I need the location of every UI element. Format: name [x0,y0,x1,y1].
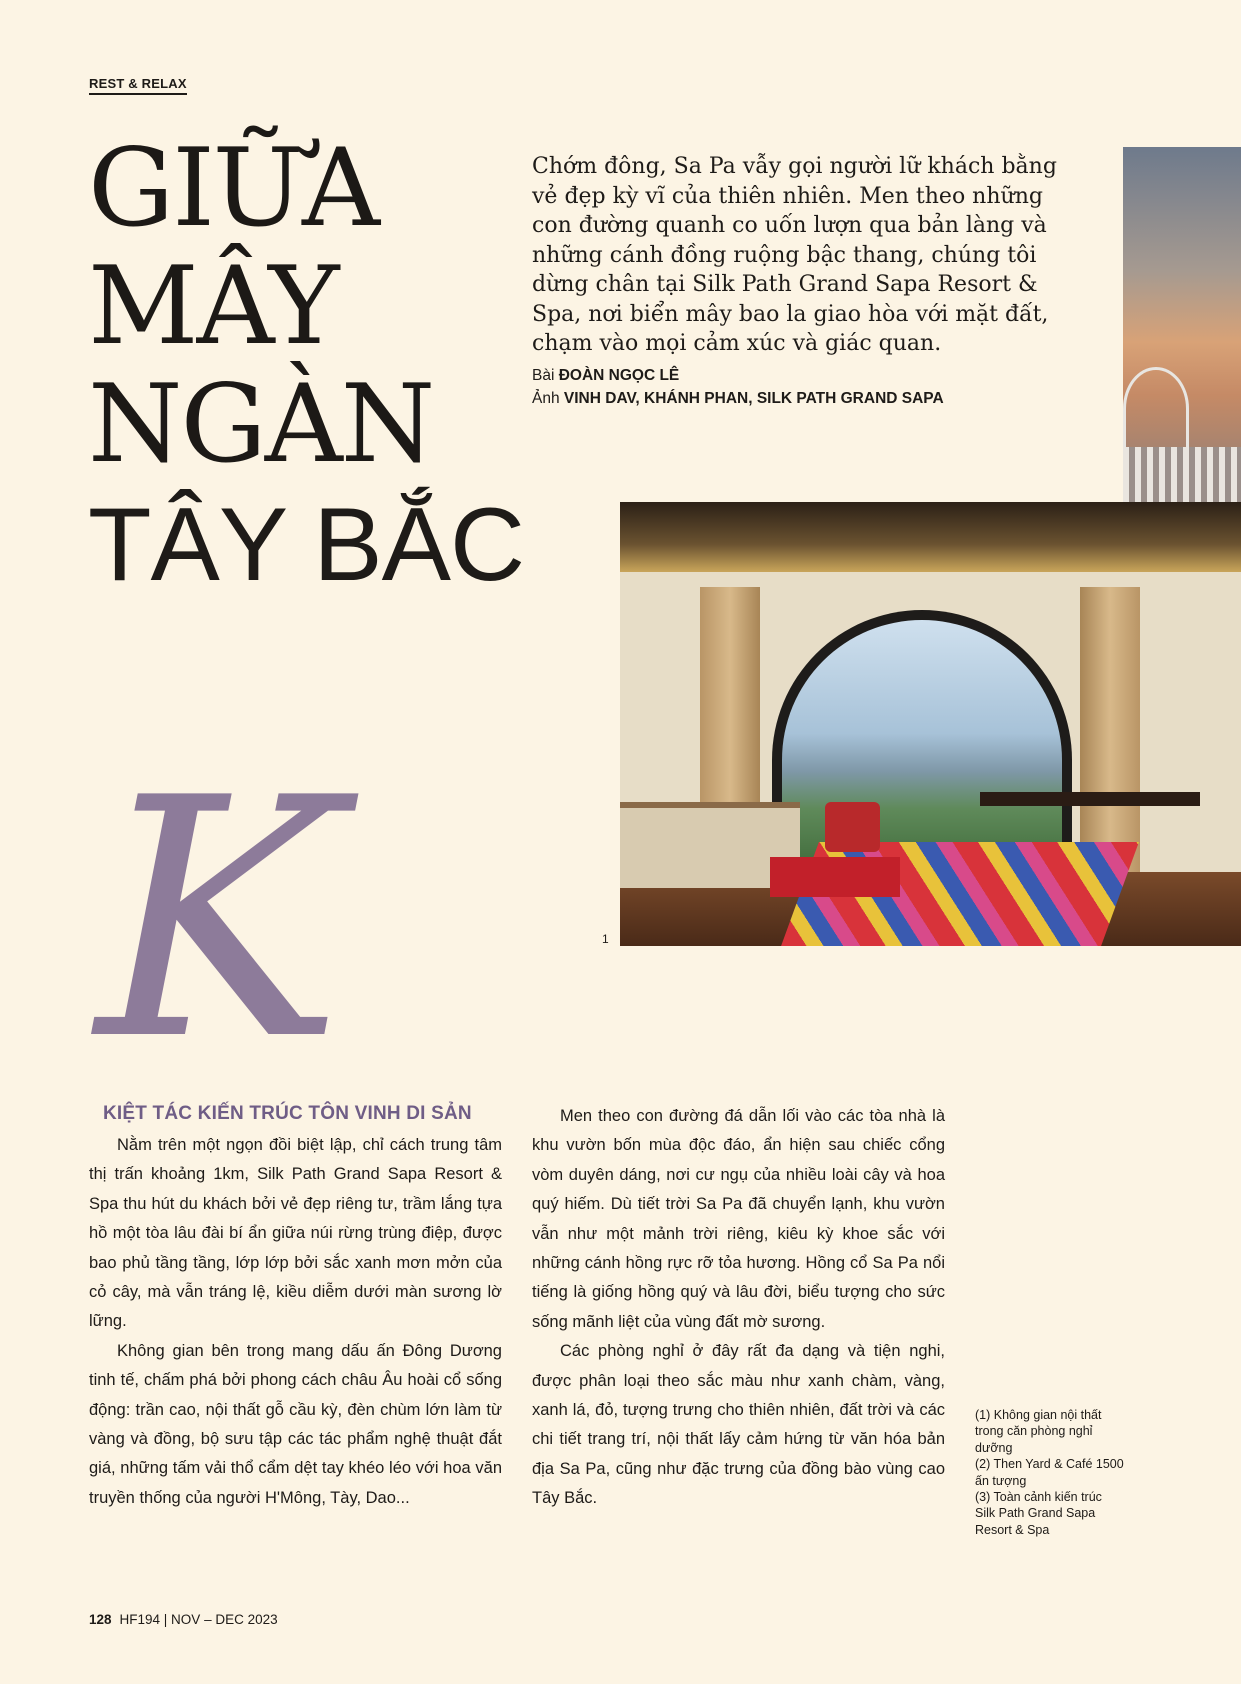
author-credit [532,367,679,385]
caption-item: (1) Không gian nội thất trong căn phòng nghỉ dưỡng [975,1408,1102,1455]
page-number: 128 [89,1612,112,1627]
caption-item: (2) Then Yard & Café 1500 ấn tượng [975,1457,1124,1488]
headline [88,126,548,603]
headline-line-3: NGÀN [88,362,434,487]
caption-item: (3) Toàn cảnh kiến trúc Silk Path Grand Sapa Resort & Spa [975,1490,1102,1537]
photo-desk [980,792,1200,806]
balustrade-shape [1123,447,1241,502]
left-column [89,1131,502,1513]
page-footer [89,1612,278,1627]
headline-line-1: GIỮA [88,126,378,251]
section-tag: REST & RELAX [89,76,187,95]
section-subheading: KIỆT TÁC KIẾN TRÚC TÔN VINH DI SẢN [103,1103,472,1124]
resort-exterior-photo [1123,147,1241,502]
photo-captions [975,1407,1125,1538]
photo-ceiling [620,502,1241,572]
body-paragraph: Các phòng nghỉ ở đây rất đa dạng và tiện nghi, được phân loại theo sắc màu như xanh chàm, vàng, xanh lá, đỏ, tượng trưng cho thiên nhiên, đất trời và các chi tiết trang trí, nội thất lấy cảm hứng từ văn hóa bản địa Sa Pa, cũng như đặc trưng của đồng bào vùng cao Tây Bắc. [532,1342,945,1508]
body-paragraph: Nằm trên một ngọn đồi biệt lập, chỉ cách trung tâm thị trấn khoảng 1km, Silk Path Grand Sapa Resort & Spa thu hút du khách bởi vẻ đẹp riêng tư, trầm lắng tựa hồ một tòa lâu đài bí ẩn giữa núi rừng trùng điệp, được bao phủ tầng tầng, lớp lớp bởi sắc xanh mơn mởn của cỏ cây, mà vẫn tráng lệ, kiều diễm dưới màn sương lờ lững. [89,1136,502,1331]
photo-chair [825,802,880,852]
headline-line-4: TÂY BẮC [88,487,525,603]
room-interior-photo [620,502,1241,946]
headline-line-2: MÂY [88,244,338,369]
photo-credit [532,390,944,408]
photo-number: 1 [602,932,609,946]
dropcap-letter: K [96,728,343,1112]
issue-info: HF194 | NOV – DEC 2023 [119,1612,278,1627]
intro-paragraph: Chớm đông, Sa Pa vẫy gọi người lữ khách bằng vẻ đẹp kỳ vĩ của thiên nhiên. Men theo những con đường quanh co uốn lượn qua bản làng và những cánh đồng ruộng bậc thang, chúng tôi dừng chân tại Silk Path Grand Sapa Resort & Spa, nơi biển mây bao la giao hòa với mặt đất, chạm vào mọi cảm xúc và giác quan. [532,154,1057,356]
author-name: ĐOÀN NGỌC LÊ [558,367,680,384]
right-column [532,1102,945,1514]
gazebo-dome-shape [1123,367,1189,450]
photo-label: Ảnh [532,390,560,407]
photo-mountain-view [782,620,1062,872]
author-label: Bài [532,367,555,384]
photographer-names: VINH DAV, KHÁNH PHAN, SILK PATH GRAND SAPA [563,390,944,407]
photo-table [770,857,900,897]
body-paragraph: Men theo con đường đá dẫn lối vào các tòa nhà là khu vườn bốn mùa độc đáo, ẩn hiện sau chiếc cổng vòm duyên dáng, nơi cư ngụ của nhiều loài cây và hoa quý hiếm. Dù tiết trời Sa Pa đã chuyển lạnh, khu vườn vẫn như một mảnh trời riêng, kiêu kỳ khoe sắc với những cánh hồng rực rỡ tỏa hương. Hồng cổ Sa Pa nổi tiếng là giống hồng quý và lâu đời, biểu tượng cho sức sống mãnh liệt của vùng đất mờ sương. [532,1107,945,1331]
body-paragraph: Không gian bên trong mang dấu ấn Đông Dương tinh tế, chấm phá bởi phong cách châu Âu hoài cổ sống động: trần cao, nội thất gỗ cầu kỳ, đèn chùm lớn làm từ vàng và đồng, bộ sưu tập các tác phẩm nghệ thuật đắt giá, những tấm vải thổ cẩm dệt tay khéo léo với hoa văn truyền thống của người H'Mông, Tày, Dao... [89,1341,502,1507]
